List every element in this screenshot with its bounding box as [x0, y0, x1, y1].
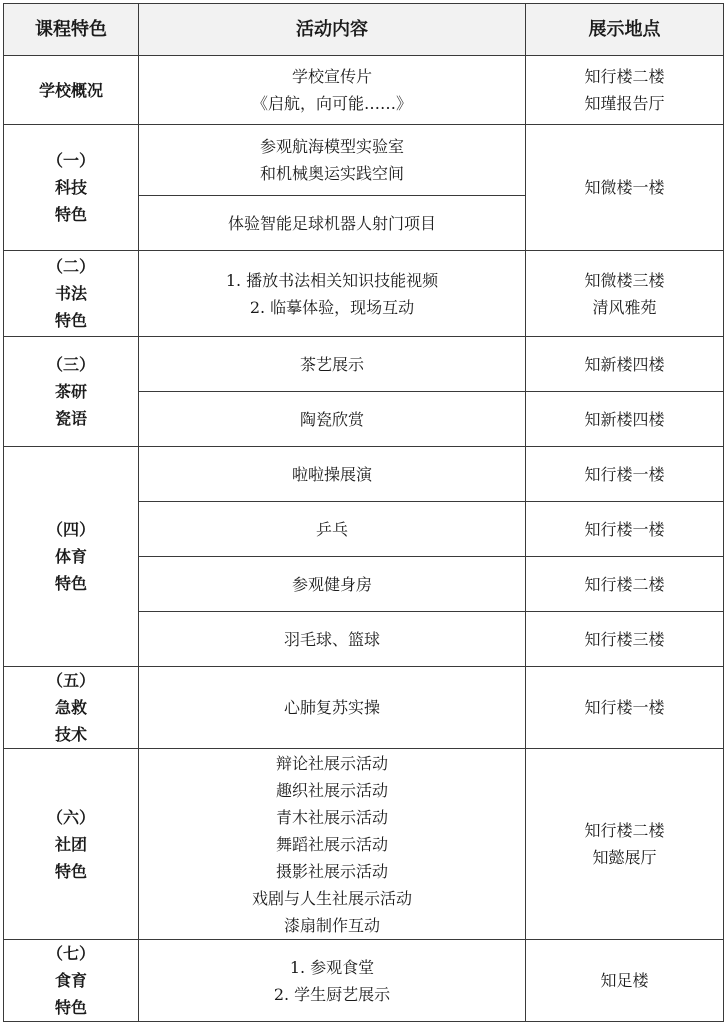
feature-line: 学校概况 [38, 80, 103, 100]
activity-line: 舞蹈社展示活动 [275, 834, 388, 854]
feature-line: （一） [46, 151, 95, 170]
activity-line: 茶艺展示 [299, 354, 364, 374]
header-feature: 课程特色 [4, 4, 139, 56]
location-cell [526, 337, 724, 392]
location-line: 知足楼 [600, 971, 649, 990]
feature-line: （二） [46, 257, 95, 276]
activity-cell [139, 940, 526, 1022]
activity-line: 羽毛球、篮球 [283, 629, 380, 649]
activity-cell [139, 749, 526, 940]
table-row [4, 940, 724, 1022]
activity-line: 心肺复苏实操 [283, 698, 380, 717]
activity-cell [139, 667, 526, 749]
location-cell [526, 251, 724, 337]
activity-line: 2. 临摹体验，现场互动 [249, 297, 415, 317]
activity-cell [139, 56, 526, 125]
activity-line: 漆扇制作互动 [283, 915, 380, 935]
header-location: 展示地点 [526, 4, 724, 56]
table-row [4, 667, 724, 749]
table-row [4, 125, 724, 196]
location-cell [526, 392, 724, 447]
activity-line: 戏剧与人生社展示活动 [251, 888, 412, 908]
feature-line: 特色 [54, 311, 87, 330]
activity-cell [139, 196, 526, 251]
activity-line: 陶瓷欣赏 [299, 409, 364, 429]
location-cell [526, 612, 724, 667]
feature-line: 特色 [54, 205, 87, 224]
location-line: 知新楼四楼 [584, 409, 665, 429]
feature-cell [4, 749, 139, 940]
feature-line: （三） [46, 355, 95, 374]
feature-line: 社团 [54, 834, 87, 854]
activity-line: 摄影社展示活动 [275, 861, 388, 881]
location-cell [526, 56, 724, 125]
location-line: 清风雅苑 [592, 297, 657, 317]
feature-line: 特色 [54, 861, 87, 881]
activity-line: 参观健身房 [291, 574, 372, 594]
feature-line: （七） [46, 944, 95, 963]
activity-cell [139, 557, 526, 612]
activity-cell [139, 502, 526, 557]
feature-line: （六） [46, 807, 95, 827]
feature-line: 书法 [54, 284, 87, 303]
location-cell [526, 125, 724, 251]
activity-cell [139, 612, 526, 667]
feature-line: 体育 [54, 547, 87, 566]
feature-cell [4, 667, 139, 749]
schedule-table [3, 3, 724, 1022]
activity-cell [139, 392, 526, 447]
activity-line: 和机械奥运实践空间 [259, 164, 404, 183]
location-line: 知新楼四楼 [584, 354, 665, 374]
location-cell [526, 940, 724, 1022]
location-cell [526, 447, 724, 502]
location-line: 知行楼二楼 [584, 67, 665, 86]
activity-line: 乒乓 [315, 519, 348, 539]
activity-cell [139, 251, 526, 337]
location-cell [526, 502, 724, 557]
feature-line: （四） [46, 520, 95, 539]
activity-line: 学校宣传片 [291, 67, 372, 86]
table-row [4, 337, 724, 392]
activity-cell [139, 125, 526, 196]
activity-line: 辩论社展示活动 [275, 753, 388, 773]
location-line: 知行楼二楼 [584, 821, 665, 840]
feature-cell [4, 337, 139, 447]
feature-line: 瓷语 [54, 409, 87, 428]
location-line: 知懿展厅 [592, 848, 657, 867]
header-activity: 活动内容 [139, 4, 526, 56]
table-row [4, 447, 724, 502]
feature-line: 特色 [54, 998, 87, 1017]
location-line: 知行楼一楼 [584, 464, 665, 484]
location-line: 知行楼一楼 [584, 698, 665, 717]
activity-line: 2. 学生厨艺展示 [273, 984, 391, 1004]
location-cell [526, 667, 724, 749]
activity-cell [139, 337, 526, 392]
location-line: 知行楼一楼 [584, 519, 665, 539]
header-row [4, 4, 724, 56]
feature-line: 食育 [54, 971, 87, 990]
table-row [4, 749, 724, 940]
table-row [4, 56, 724, 125]
feature-cell [4, 56, 139, 125]
location-cell [526, 557, 724, 612]
feature-cell [4, 940, 139, 1022]
location-line: 知行楼二楼 [584, 574, 665, 594]
location-cell [526, 749, 724, 940]
activity-line: 趣织社展示活动 [275, 780, 388, 800]
feature-line: （五） [46, 671, 95, 690]
activity-line: 《启航，向可能……》 [251, 94, 412, 113]
location-line: 知行楼三楼 [584, 629, 665, 649]
location-line: 知微楼三楼 [584, 270, 665, 290]
activity-line: 啦啦操展演 [291, 464, 372, 484]
feature-cell [4, 125, 139, 251]
activity-line: 1. 参观食堂 [289, 957, 375, 977]
location-line: 知瑾报告厅 [584, 94, 665, 113]
activity-line: 参观航海模型实验室 [259, 137, 404, 156]
feature-line: 特色 [54, 574, 87, 593]
activity-cell [139, 447, 526, 502]
feature-cell [4, 447, 139, 667]
table-row [4, 251, 724, 337]
feature-line: 科技 [54, 178, 87, 197]
location-line: 知微楼一楼 [584, 178, 665, 197]
activity-line: 体验智能足球机器人射门项目 [227, 213, 436, 233]
feature-line: 茶研 [54, 382, 87, 401]
activity-line: 青木社展示活动 [275, 807, 388, 827]
feature-cell [4, 251, 139, 337]
activity-line: 1. 播放书法相关知识技能视频 [225, 270, 439, 290]
feature-line: 急救 [54, 698, 87, 717]
feature-line: 技术 [54, 725, 87, 744]
